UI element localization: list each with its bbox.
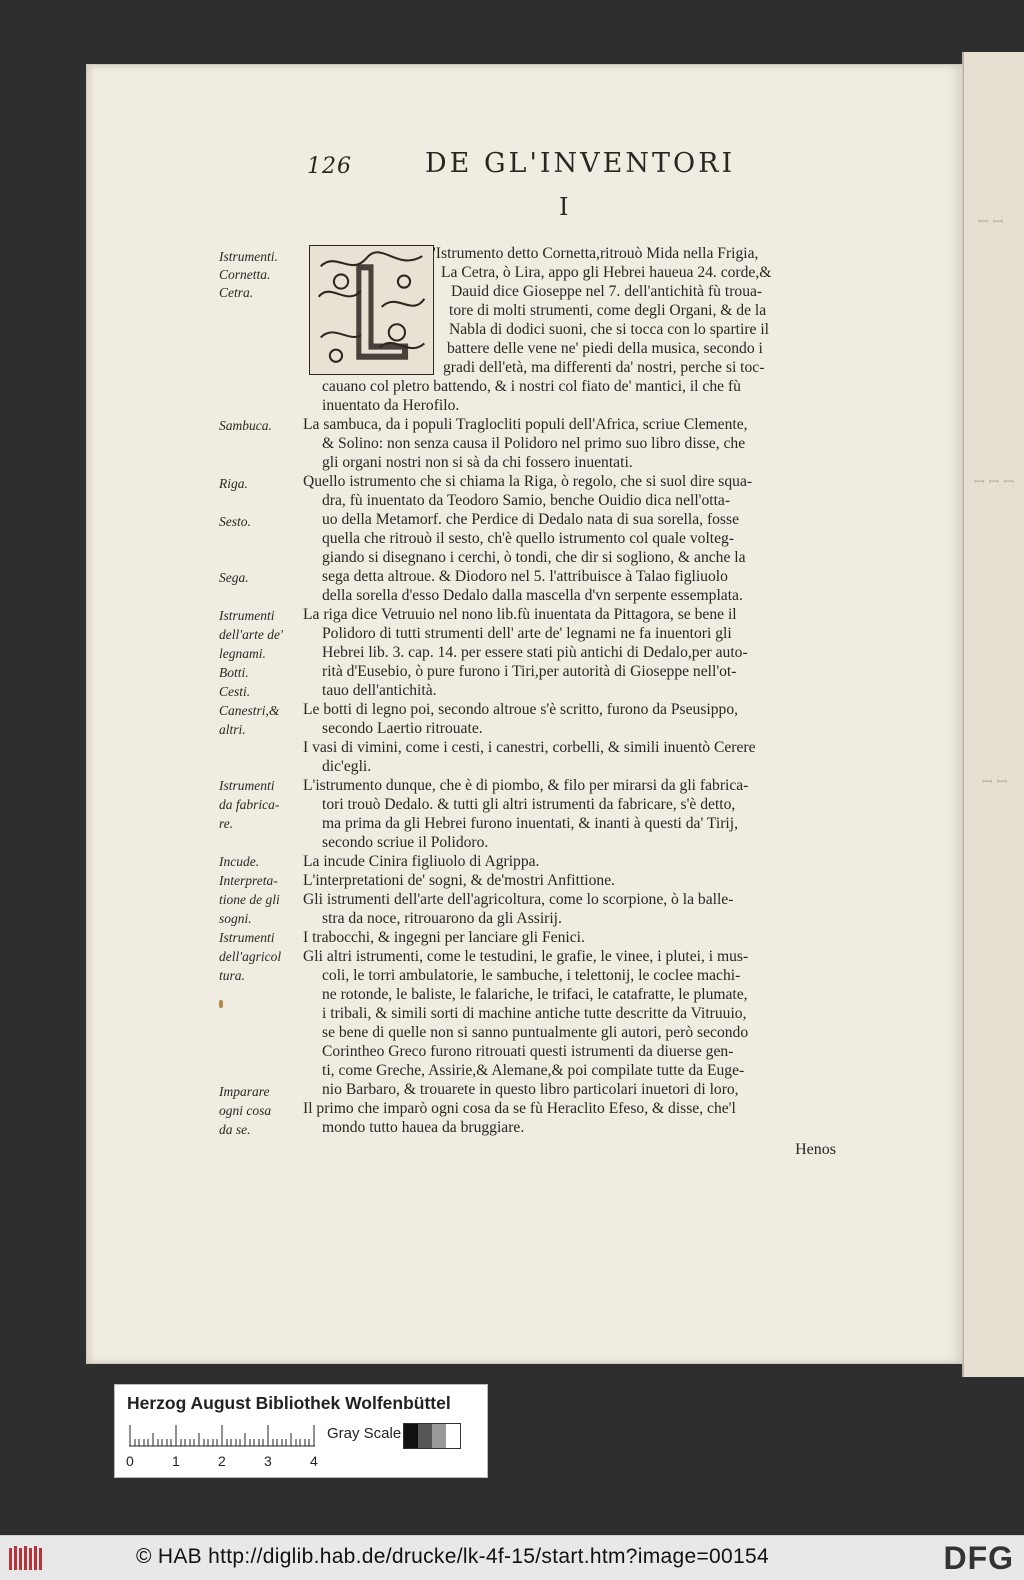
margin-note: Canestri,& [219, 703, 280, 718]
text-line: uo della Metamorf. che Perdice di Dedalo nata di sua sorella, fosse [322, 511, 739, 528]
margin-note: Istrumenti. [219, 249, 278, 264]
hab-logo-icon [8, 1544, 44, 1572]
text-line: secondo Laertio ritrouate. [322, 720, 483, 737]
text-line: mondo tutto hauea da bruggiare. [322, 1119, 525, 1136]
ruler-icon [129, 1425, 315, 1447]
text-line: Dauid dice Gioseppe nel 7. dell'antichità fù troua- [451, 283, 763, 300]
decorated-initial-l [309, 245, 434, 375]
margin-note: re. [219, 816, 234, 831]
book-page [86, 64, 963, 1364]
text-line: I trabocchi, & ingegni per lanciare gli Fenici. [303, 929, 585, 946]
text-line: rità d'Eusebio, ò pure furono i Tiri,per autorità di Gioseppe nell'ot- [322, 663, 737, 680]
margin-note: ogni cosa [219, 1103, 272, 1118]
margin-note: Incude. [219, 854, 260, 869]
text-line: coli, le torri ambulatorie, le sambuche, i telettonij, le coclee machi- [322, 967, 741, 984]
margin-note: da fabrica- [219, 797, 280, 812]
margin-note: Imparare [219, 1084, 270, 1099]
text-line: sega detta altroue. & Diodoro nel 5. l'attribuisce à Talao figliuolo [322, 568, 728, 585]
text-line: 'Istrumento detto Cornetta,ritrouò Mida nella Frigia, [433, 245, 759, 262]
library-name: Herzog August Bibliothek Wolfenbüttel [127, 1393, 451, 1413]
text-line: della sorella d'esso Dedalo dalla mascella d'vn serpente essemplata. [322, 587, 743, 604]
margin-note: tura. [219, 968, 245, 983]
margin-note: Riga. [219, 476, 248, 491]
text-line: La riga dice Vetruuio nel nono lib.fù inuentata da Pittagora, se bene il [303, 606, 737, 623]
text-line: gli organi nostri non si sà da chi fossero inuentati. [322, 454, 633, 471]
paper-mark [219, 1000, 223, 1008]
margin-note: da se. [219, 1122, 251, 1137]
text-line: dra, fù inuentato da Teodoro Samio, benche Ouidio dica nell'otta- [322, 492, 731, 509]
text-line: La sambuca, da i populi Traglocliti populi dell'Africa, scriue Clemente, [303, 416, 748, 433]
margin-note: Sesto. [219, 514, 251, 529]
margin-note: tione de gli [219, 892, 280, 907]
text-line: stra da noce, ritrouarono da gli Assirij. [322, 910, 562, 927]
page-number: 126 [307, 154, 352, 179]
text-line: battere delle vene ne' piedi della musica, secondo i [447, 340, 763, 357]
text-line: L'interpretationi de' sogni, & de'mostri Anfittione. [303, 872, 616, 889]
text-line: dic'egli. [322, 758, 372, 775]
copyright-url[interactable]: © HAB http://diglib.hab.de/drucke/lk-4f-15/start.htm?image=00154 [136, 1545, 769, 1568]
text-line: inuentato da Herofilo. [322, 397, 460, 414]
swatch-black [404, 1424, 418, 1448]
text-line: La incude Cinira figliuolo di Agrippa. [303, 853, 540, 870]
text-line: Gli altri istrumenti, come le testudini, le grafie, le vinee, i plutei, i mus- [303, 948, 749, 965]
catchword: Henos [795, 1141, 836, 1158]
facing-page-edge: ꟷ ꟷ ꟷ ꟷ ꟷ ꟷ ꟷ [962, 52, 1024, 1377]
ornament-icon [310, 246, 433, 374]
text-line: gradi dell'età, ma differenti da' nostri, perche si toc- [443, 359, 765, 376]
footer-bar [0, 1535, 1024, 1580]
margin-note: dell'arte de' [219, 627, 283, 642]
text-line: giando si disegnano i cerchi, ò tondi, che dir si sogliono, & anche la [322, 549, 746, 566]
text-line: ne rotonde, le baliste, le falariche, le trifaci, le catafratte, le plumate, [322, 986, 748, 1003]
margin-note: sogni. [219, 911, 252, 926]
page-title: DE GL'INVENTORI [425, 148, 736, 179]
text-line: L'istrumento dunque, che è di piombo, & filo per mirarsi da gli fabrica- [303, 777, 749, 794]
text-line: Corintheo Greco furono ritrouati questi istrumenti da diuerse gen- [322, 1043, 734, 1060]
text-line: cauano col pletro battendo, & i nostri col fiato de' mantici, il che fù [322, 378, 741, 395]
running-head [307, 148, 867, 184]
margin-note: Istrumenti [219, 778, 275, 793]
gray-swatches [403, 1423, 461, 1449]
text-line: Il primo che imparò ogni cosa da se fù Heraclito Efeso, & disse, che'l [303, 1100, 736, 1117]
margin-note: Cornetta. [219, 267, 271, 282]
swatch-light-gray [432, 1424, 446, 1448]
ruler-number: 1 [172, 1453, 180, 1469]
margin-note: Interpreta- [219, 873, 278, 888]
margin-note: legnami. [219, 646, 266, 661]
text-line: i tribali, & simili sorti di machine antiche tutte descritte da Vitruuio, [322, 1005, 747, 1022]
swatch-white [446, 1424, 460, 1448]
margin-note: Istrumenti [219, 608, 275, 623]
text-line: Polidoro di tutti strumenti dell' arte de' legnami ne fa inuentori gli [322, 625, 732, 642]
gray-scale-card [114, 1384, 488, 1478]
swatch-dark-gray [418, 1424, 432, 1448]
text-line: ma prima da gli Hebrei furono inuentati, & inanti à questi da' Tirij, [322, 815, 738, 832]
text-line: & Solino: non senza causa il Polidoro nel primo suo libro disse, che [322, 435, 746, 452]
text-line: tauo dell'antichità. [322, 682, 437, 699]
section-letter: I [559, 193, 569, 221]
text-line: Le botti di legno poi, secondo altroue s'è scritto, furono da Pseusippo, [303, 701, 739, 718]
text-line: tore di molti strumenti, come degli Organi, & de la [449, 302, 767, 319]
text-line: secondo scriue il Polidoro. [322, 834, 489, 851]
text-line: ti, come Greche, Assirie,& Alemane,& poi compilate tutte da Euge- [322, 1062, 745, 1079]
ruler-number: 4 [310, 1453, 318, 1469]
text-line: se bene di quelle non si sanno puntualmente gli autori, però secondo [322, 1024, 749, 1041]
margin-note: Istrumenti [219, 930, 275, 945]
text-line: I vasi di vimini, come i cesti, i canestri, corbelli, & simili inuentò Cerere [303, 739, 756, 756]
margin-note: Botti. [219, 665, 249, 680]
text-line: quella che ritrouò il sesto, ch'è quello istrumento col quale volteg- [322, 530, 735, 547]
gray-scale-label: Gray Scale [327, 1425, 402, 1442]
dfg-logo: DFG [943, 1540, 1014, 1576]
margin-note: Sambuca. [219, 418, 272, 433]
text-line: Quello istrumento che si chiama la Riga, ò regolo, che si suol dire squa- [303, 473, 753, 490]
text-line: La Cetra, ò Lira, appo gli Hebrei haueua 24. corde,& [441, 264, 772, 281]
ruler-number: 2 [218, 1453, 226, 1469]
ruler-number: 3 [264, 1453, 272, 1469]
text-line: Nabla di dodici suoni, che si tocca con lo spartire il [449, 321, 770, 338]
text-line: Gli istrumenti dell'arte dell'agricoltura, come lo scorpione, ò la balle- [303, 891, 734, 908]
text-line: Hebrei lib. 3. cap. 14. per essere stati più antichi di Dedalo,per auto- [322, 644, 748, 661]
ruler-number: 0 [126, 1453, 134, 1469]
margin-note: dell'agricol [219, 949, 282, 964]
margin-note: Cetra. [219, 285, 254, 300]
margin-note: altri. [219, 722, 246, 737]
margin-note: Sega. [219, 570, 249, 585]
text-line: nio Barbaro, & trouarete in questo libro particolari inuetori di loro, [322, 1081, 739, 1098]
text-line: tori trouò Dedalo. & tutti gli altri istrumenti da fabricare, s'è detto, [322, 796, 736, 813]
margin-note: Cesti. [219, 684, 251, 699]
